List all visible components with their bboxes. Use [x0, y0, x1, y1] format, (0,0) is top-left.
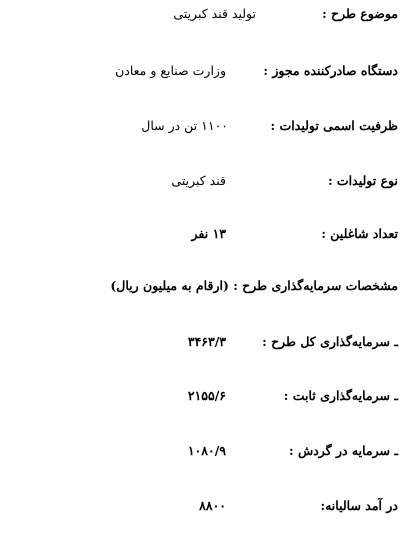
- field-value: ۱۳ نفر: [191, 226, 226, 241]
- field-value: ۲۱۵۵/۶: [187, 388, 226, 403]
- field-value: وزارت صنایع و معادن: [115, 63, 226, 78]
- investment-fixed: [8, 385, 398, 407]
- investment-total: [8, 331, 398, 353]
- field-label: ـ سرمایه در گردش :: [288, 443, 398, 458]
- field-project-subject: [8, 3, 398, 25]
- field-label: دستگاه صادرکننده مجوز :: [263, 63, 398, 78]
- field-value: تولید قند کبریتی: [173, 6, 256, 21]
- field-label: نوع تولیدات :: [327, 173, 398, 188]
- field-label: ـ سرمایه‌گذاری کل طرح :: [262, 334, 398, 349]
- field-value: قند کبریتی: [171, 173, 226, 188]
- field-label: ظرفیت اسمی تولیدات :: [270, 118, 398, 133]
- field-employees: [8, 223, 398, 245]
- annual-income: [8, 495, 398, 517]
- field-label: در آمد سالیانه:: [320, 498, 398, 513]
- field-issuing-authority: [8, 60, 398, 82]
- field-label: تعداد شاغلین :: [321, 226, 398, 241]
- investment-heading: مشخصات سرمایه‌گذاری طرح : (ارقام به میلیون ریال): [110, 278, 398, 293]
- field-value: ۱۱۰۰ تن در سال: [141, 118, 228, 133]
- field-label: موضوع طرح :: [322, 6, 398, 21]
- investment-working-capital: [8, 440, 398, 462]
- field-label: ـ سرمایه‌گذاری ثابت :: [283, 388, 398, 403]
- field-value: ۳۴۶۳/۳: [187, 334, 226, 349]
- field-product-type: [8, 170, 398, 192]
- field-value: ۸۸۰۰: [199, 498, 226, 513]
- field-value: ۱۰۸۰/۹: [187, 443, 226, 458]
- field-nominal-capacity: [8, 115, 398, 137]
